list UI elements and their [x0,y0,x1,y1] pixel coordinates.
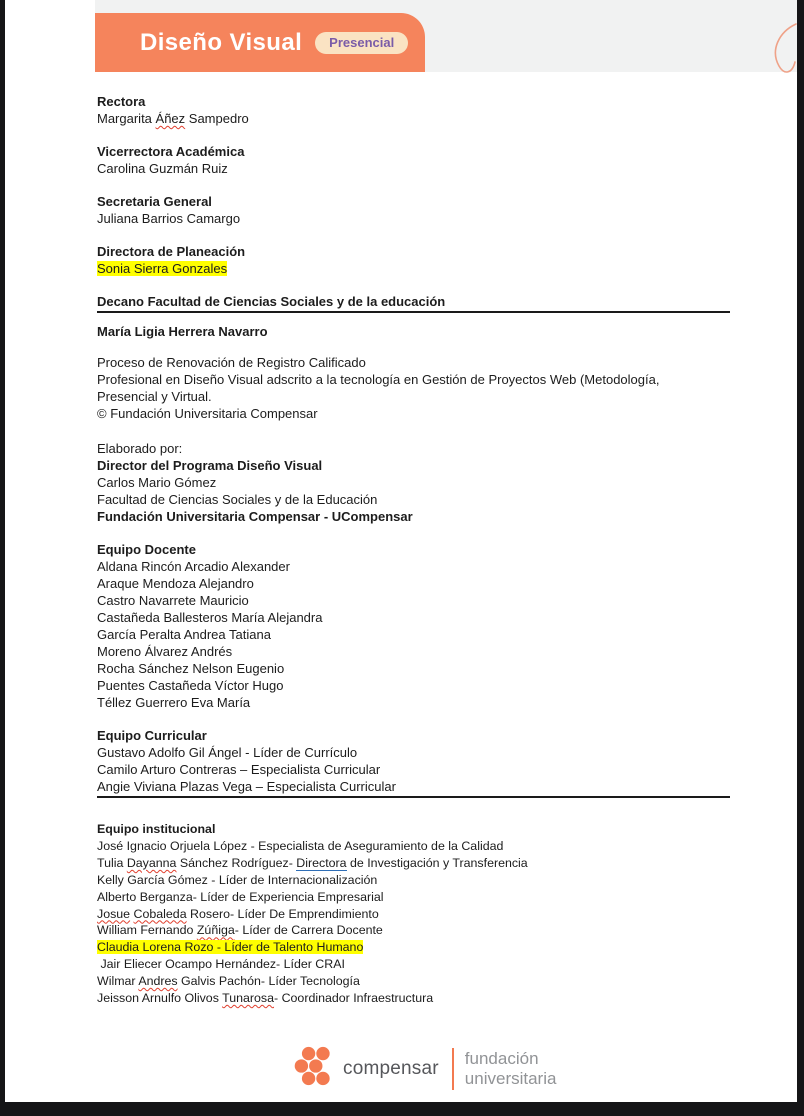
institution-line2: universitaria [464,1068,557,1088]
modality-badge: Presencial [315,32,408,54]
text-line: Araque Mendoza Alejandro [97,576,254,591]
text-line: Elaborado por: [97,441,183,456]
logo-divider [452,1048,454,1090]
text-line: Equipo Curricular [97,728,207,743]
text-line: Decano Facultad de Ciencias Sociales y de la educación [97,293,730,313]
text-line: Jair Eliecer Ocampo Hernández- Líder CRAI [97,957,345,972]
text-line: Margarita Áñez Sampedro [97,111,249,126]
section-rectora [97,93,757,127]
page-frame-bottom [0,1102,804,1116]
text-line: Jeisson Arnulfo Olivos Tunarosa- Coordinador Infraestructura [97,991,434,1006]
section-vicerrectora [97,143,757,177]
text-line: Carolina Guzmán Ruiz [97,161,228,176]
text-line: Angie Viviana Plazas Vega – Especialista Curricular [97,778,730,798]
text-line: Carlos Mario Gómez [97,475,217,490]
text-line: Kelly García Gómez - Líder de Internacionalización [97,872,378,887]
highlighted-text: Claudia Lorena Rozo - Líder de Talento Humano [97,940,364,955]
institution-line1: fundación [464,1048,539,1068]
text-line: Fundación Universitaria Compensar - UCompensar [97,509,413,524]
text-line: Tulia Dayanna Sánchez Rodríguez- Directora de Investigación y Transferencia [97,855,528,870]
text-line: Puentes Castañeda Víctor Hugo [97,678,284,693]
compensar-logo [288,1040,556,1097]
text-line: Castañeda Ballesteros María Alejandra [97,610,323,625]
text-line [97,260,757,277]
section-proceso [97,354,757,422]
text-line: Equipo institucional [97,822,216,836]
text-line: Proceso de Renovación de Registro Calificado [97,355,366,370]
text-line: Director del Programa Diseño Visual [97,458,323,473]
text-line: Juliana Barrios Camargo [97,211,241,226]
program-title: Diseño Visual [140,28,303,56]
text-line: Presencial y Virtual. [97,389,212,404]
text-line: William Fernando Zúñiga- Líder de Carrera Docente [97,923,383,938]
text-line: Vicerrectora Académica [97,144,245,159]
compensar-dots-icon [288,1040,338,1097]
program-banner [95,13,425,72]
text-line: Equipo Docente [97,542,196,557]
page-frame-right [797,0,804,1116]
section-planeacion [97,243,757,277]
text-line: Camilo Arturo Contreras – Especialista Curricular [97,762,381,777]
document-body [97,93,757,1007]
text-line: Rocha Sánchez Nelson Eugenio [97,661,285,676]
text-line: © Fundación Universitaria Compensar [97,406,318,421]
text-line: Rectora [97,94,146,109]
text-line: Directora de Planeación [97,244,246,259]
section-elaborado [97,440,757,525]
section-equipo-docente [97,541,757,711]
text-line: Aldana Rincón Arcadio Alexander [97,559,290,574]
compensar-wordmark: compensar [343,1057,439,1079]
text-line [97,939,757,956]
page-frame-left [0,0,5,1116]
highlighted-text: Sonia Sierra Gonzales [97,261,228,276]
section-equipo-institucional [97,821,757,1007]
text-line: Téllez Guerrero Eva María [97,695,251,710]
text-line: Moreno Álvarez Andrés [97,644,233,659]
curved-line-doodle-icon [770,22,797,85]
section-secretaria [97,193,757,227]
text-line: Wilmar Andres Galvis Pachón- Líder Tecnología [97,974,360,989]
text-line: Castro Navarrete Mauricio [97,593,249,608]
text-line: Profesional en Diseño Visual adscrito a la tecnología en Gestión de Proyectos Web (Metodología, [97,372,660,387]
text-line: Gustavo Adolfo Gil Ángel - Líder de Currículo [97,745,358,760]
text-line: Facultad de Ciencias Sociales y de la Educación [97,492,378,507]
section-decano [97,293,757,313]
text-line: Josue Cobaleda Rosero- Líder De Emprendimiento [97,906,379,921]
text-line: José Ignacio Orjuela López - Especialista de Aseguramiento de la Calidad [97,838,504,853]
section-decano-nombre [97,323,757,340]
text-line: García Peralta Andrea Tatiana [97,627,271,642]
text-line: Secretaria General [97,194,212,209]
section-equipo-curricular [97,727,757,798]
text-line: María Ligia Herrera Navarro [97,324,268,339]
text-line: Alberto Berganza- Líder de Experiencia Empresarial [97,889,384,904]
institution-name [465,1049,557,1089]
